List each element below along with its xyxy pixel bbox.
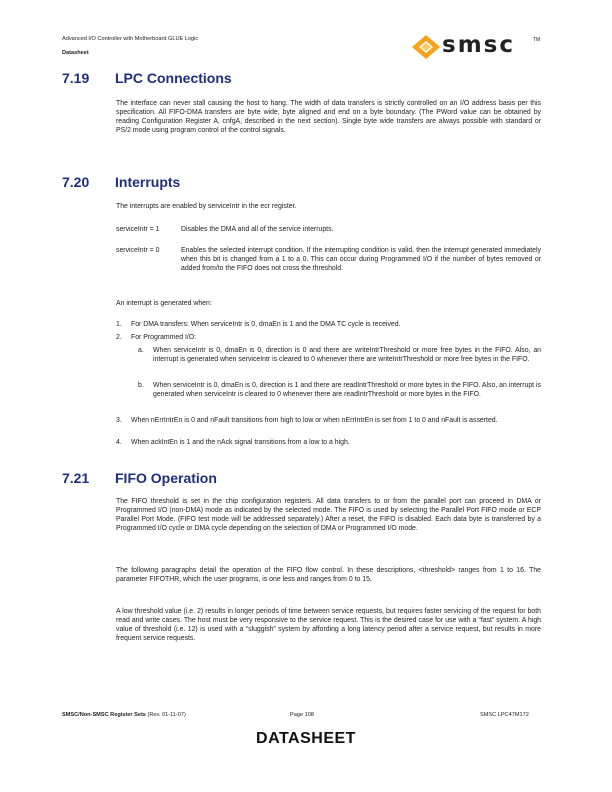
section-title: Interrupts: [115, 174, 181, 190]
section-number: 7.20: [62, 174, 90, 190]
running-header: [62, 36, 198, 57]
list-text: For Programmed I/O:: [131, 334, 197, 341]
list-text: When ackIntEn is 1 and the nAck signal transitions from a low to a high.: [131, 439, 350, 446]
list-text: When serviceIntr is 0, dmaEn is 0, direction is 0 and there are writeIntrThreshold or more free bytes in the FIFO. Also, an interrupt is generated when serviceIntr is cleared to 0 whenever there are writeIntrThreshold or more free bytes in the FIFO.: [153, 347, 541, 363]
definition-serviceintr-0: [116, 246, 541, 273]
footer-register-sets: SMSC/Non-SMSC Register Sets: [62, 712, 146, 718]
section-title: FIFO Operation: [115, 470, 217, 486]
definition-description: Disables the DMA and all of the service interrupts.: [181, 226, 334, 233]
definition-description: Enables the selected interrupt condition. If the interrupting condition is valid, then the interrupt generated immediately when this bit is changed from a 1 to a 0. This can occur during Programmed I/O if the number of bytes removed or added from/to the FIFO does not cross the threshold.: [181, 247, 541, 272]
smsc-logo: [412, 34, 548, 60]
datasheet-stamp: DATASHEET: [256, 730, 356, 747]
list-subitem: [138, 346, 541, 364]
list-text: For DMA transfers: When serviceIntr is 0, dmaEn is 1 and the DMA TC cycle is received.: [131, 321, 401, 328]
definition-term: serviceIntr = 0: [116, 247, 160, 254]
list-marker: 3.: [116, 417, 122, 424]
list-item: [116, 416, 541, 425]
list-marker: a.: [138, 347, 144, 354]
logo-trademark: TM: [533, 37, 541, 43]
section-title: LPC Connections: [115, 70, 232, 86]
list-item: [116, 333, 541, 342]
list-text: When nErrIntrEn is 0 and nFault transitions from high to low or when nErrIntrEn is set from 1 to 0 and nFault is asserted.: [131, 417, 498, 424]
list-marker: 2.: [116, 334, 122, 341]
definition-term: serviceIntr = 1: [116, 226, 160, 233]
list-text: When serviceIntr is 0, dmaEn is 0, direction is 1 and there are readIntrThreshold or more bytes in the FIFO. Also, an interrupt is generated when serviceIntr is cleared to 0 whenever there are readIntrThreshold or more bytes in the FIFO.: [153, 382, 541, 398]
section-heading-7-19: [62, 70, 232, 86]
paragraph-fifo-flow-control: The following paragraphs detail the operation of the FIFO flow control. In these descriptions, <threshold> ranges from 1 to 16. The parameter FIFOTHR, which the user programs, is one less and ranges from 0 to 15.: [116, 567, 541, 583]
document-type: Datasheet: [62, 50, 89, 56]
list-subitem: [138, 381, 541, 399]
section-number: 7.21: [62, 470, 90, 486]
footer-left: [62, 712, 186, 718]
list-marker: b.: [138, 382, 144, 389]
footer-page-number: Page 108: [290, 712, 314, 718]
section-heading-7-21: [62, 470, 217, 486]
paragraph-interrupts-intro: The interrupts are enabled by serviceIntr in the ecr register.: [116, 203, 297, 210]
paragraph-threshold-values: A low threshold value (i.e. 2) results in longer periods of time between service requests, but requires faster servicing of the request for both read and write cases. The host must be very responsive to the service request. This is the desired case for use with a “fast” system. A high value of threshold (i.e. 12) is used with a “sluggish” system by affording a long latency period after a service request, but results in more frequent service requests.: [116, 608, 541, 642]
logo-wordmark: smsc: [442, 32, 515, 58]
list-marker: 4.: [116, 439, 122, 446]
list-marker: 1.: [116, 321, 122, 328]
paragraph-lpc-connections: The interface can never stall causing the host to hang. The width of data transfers is strictly controlled on an I/O address basis per this specification. All FIFO-DMA transfers are byte wide, byte aligned and end on a byte boundary. (The PWord value can be obtained by reading Configuration Register A, cnfgA, described in the next section). Single byte wide transfers are always possible with standard or PS/2 mode using program control of the control signals.: [116, 100, 541, 134]
footer-revision: (Rev. 01-11-07): [147, 712, 186, 718]
paragraph-fifo-threshold: The FIFO threshold is set in the chip configuration registers. All data transfers to or from the parallel port can proceed in DMA or Programmed I/O (non-DMA) mode as indicated by the selected mode. The FIFO is used by selecting the Parallel Port FIFO mode or ECP Parallel Port Mode. (FIFO test mode will be addressed separately.) After a reset, the FIFO is disabled. Each data byte is transferred by a Programmed I/O cycle or DMA cycle depending on the selection of DMA or Programmed I/O mode.: [116, 498, 541, 532]
document-title: Advanced I/O Controller with Motherboard GLUE Logic: [62, 36, 199, 42]
section-number: 7.19: [62, 70, 90, 86]
smsc-logo-icon: [412, 35, 440, 59]
list-item: [116, 320, 541, 329]
section-heading-7-20: [62, 174, 180, 190]
definition-serviceintr-1: [116, 225, 541, 234]
list-item: [116, 438, 541, 447]
paragraph-interrupt-conditions: An interrupt is generated when:: [116, 300, 212, 307]
footer-part-number: SMSC LPC47M172: [480, 712, 529, 718]
